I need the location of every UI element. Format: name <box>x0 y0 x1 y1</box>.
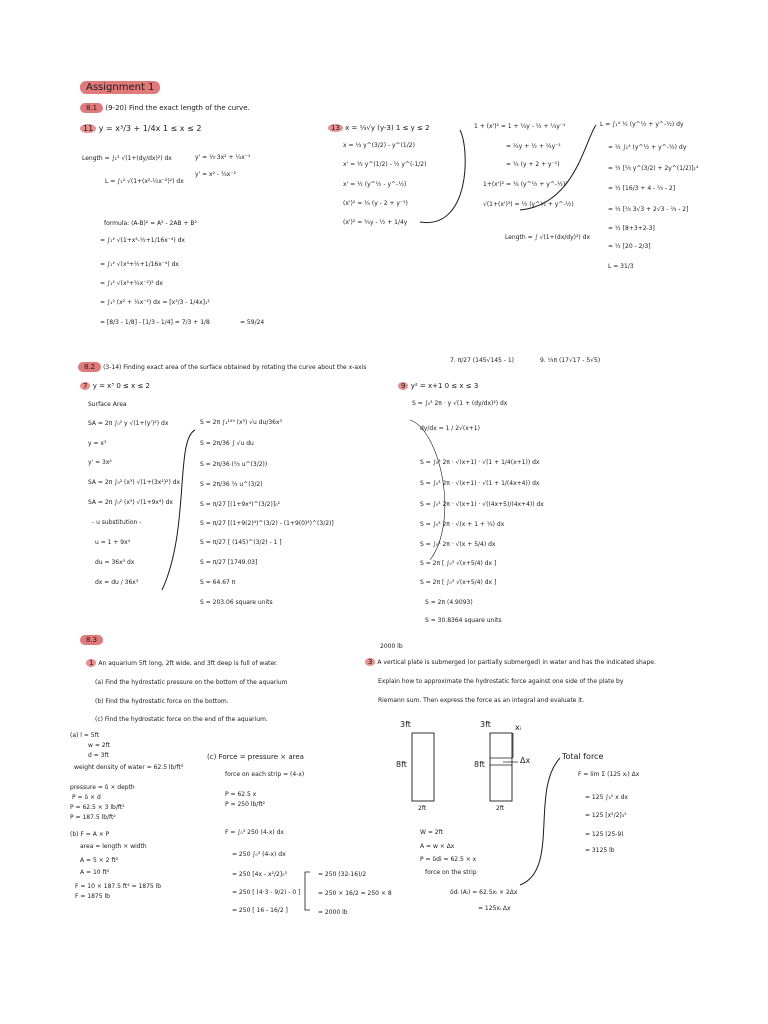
p7-line-3: y' = 3x² <box>88 459 112 466</box>
p9-line-5: S = ∫₀³ 2π · √(x + 1 + ¼) dx <box>420 521 505 528</box>
p1-a-4: pressure = δ × depth <box>70 784 135 791</box>
p7-right-5: S = π/27 [(1+9(2)⁴)^(3/2) - (1+9(0)⁴)^(3/2)] <box>200 520 334 527</box>
p3-work-0: W = 2ft <box>420 829 443 836</box>
problem-11-equation: y = x³/3 + 1/4x 1 ≤ x ≤ 2 <box>98 124 202 133</box>
p1-b-5: F = 1875 lb <box>75 893 110 900</box>
p7-line-9: dx = du / 36x³ <box>95 579 139 586</box>
p7-right-1: S = 2π/36 ∫ √u du <box>200 440 254 447</box>
total-force-line-4: = 125 (25-9) <box>585 831 624 838</box>
p1-c-2: P = 62.5 x <box>225 791 257 798</box>
p7-line-7: u = 1 + 9x⁴ <box>95 539 131 546</box>
plate1-width-label: 3ft <box>400 720 411 729</box>
p1-b-3: A = 10 ft² <box>80 869 110 876</box>
p3-work-4: δdᵢ (Aᵢ) = 62.5xᵢ × 2Δx <box>450 889 518 896</box>
p11-side-1: y' = x² - ¼x⁻² <box>195 171 236 178</box>
p9-line-0: S = ∫₀³ 2π · y √(1 + (dy/dx)²) dx <box>412 400 508 407</box>
p3-work-2: P = δdi = 62.5 × x <box>420 856 477 863</box>
p13-line-0: x = ⅓ y^(3/2) - y^(1/2) <box>343 142 415 149</box>
plate2-width-label: 3ft <box>480 720 491 729</box>
p13-line-2: x' = ½ (y^½ - y^-½) <box>343 181 407 188</box>
p11-line-1: L = ∫₁² √(1+(x²-¼x⁻²)²) dx <box>105 178 184 185</box>
bracket-c <box>305 872 310 910</box>
assignment-title: Assignment 1 <box>80 81 160 94</box>
p13-right-0: L = ∫₁⁴ ½ (y^½ + y^-½) dy <box>600 121 684 128</box>
p7-right-7: S = π/27 [1749.03] <box>200 559 258 566</box>
p9-line-4: S = ∫₀³ 2π · √(x+1) · √((4x+5)/(4x+4)) dx <box>420 501 544 508</box>
p1-a-0: (a) l = 5ft <box>70 732 99 739</box>
p1-b-4: F = 10 × 187.5 ft² = 1875 lb <box>75 883 162 890</box>
plate-rect-1 <box>412 733 434 801</box>
p7-right-9: S = 203.06 square units <box>200 599 273 606</box>
p3-work-1: A = w × Δx <box>420 843 455 850</box>
p1-c-4: F = ∫₀³ 250 (4-x) dx <box>225 829 284 836</box>
p13-right-6: = ½ [20 - 2/3] <box>608 243 651 250</box>
p13-mid-1: = ¼y + ½ + ¼y⁻¹ <box>506 143 561 150</box>
p11-line-7: = [8/3 - 1/8] - [1/3 - 1/4] = 7/3 + 1/8 <box>100 319 210 326</box>
p7-line-8: du = 36x³ dx <box>95 559 135 566</box>
p1-c-8: = 250 [ 16 - 16/2 ] <box>232 907 288 914</box>
p7-right-0: S = 2π ∫₁¹⁴⁵ (x³) √u du/36x³ <box>200 419 282 426</box>
p13-mid-3: 1+(x')² = ¼ (y^½ + y^-½)² <box>483 181 568 188</box>
p1-a-1: w = 2ft <box>88 742 110 749</box>
p1-c-5: = 250 ∫₀³ (4-x) dx <box>232 851 286 858</box>
p9-line-10: S = 30.8364 square units <box>425 617 502 624</box>
arrow-13 <box>420 130 465 223</box>
problem-1-statement: An aquarium 5ft long, 2ft wide, and 3ft deep is full of water. <box>98 660 278 667</box>
p1-c-1: force on each strip = (4-x) <box>225 771 305 778</box>
problem-7-equation: y = x³ 0 ≤ x ≤ 2 <box>92 382 151 390</box>
p11-side-0: y' = ⅓·3x² + ¼x⁻¹ <box>195 154 251 161</box>
problem-1-number: 1 <box>86 659 96 667</box>
s82-answer-7: 7. π/27 (145√145 - 1) <box>450 357 515 364</box>
p1-c-7: = 250 [ (4·3 - 9/2) - 0 ] <box>232 889 301 896</box>
p7-line-2: y = x³ <box>88 440 107 447</box>
section-8-1-instruction: (9-20) Find the exact length of the curve. <box>105 104 250 112</box>
p9-line-2: S = ∫₀³ 2π · √(x+1) · √(1 + 1/4(x+1)) dx <box>420 459 540 466</box>
total-force-line-1: F = lim Σ (125 xᵢ) Δx <box>578 771 640 778</box>
p7-right-3: S = 2π/36 ⅔ u^(3/2) <box>200 481 263 488</box>
p9-line-8: S = 2π [ ∫₀³ √(x+5/4) dx ] <box>420 579 497 586</box>
dx-label: Δx <box>520 756 531 765</box>
p1-a-6: P = 62.5 × 3 lb/ft² <box>70 804 125 811</box>
plate2-height-label: 8ft <box>474 760 485 769</box>
problem-13-number: 13 <box>328 124 343 132</box>
p13-right-4: = ½ [⅔ 3√3 + 2√3 - ⅔ - 2] <box>608 206 689 213</box>
p11-line-6: = ∫₁² (x² + ¼x⁻²) dx = [x³/3 - 1/4x]₁² <box>100 299 210 306</box>
problem-3-number: 3 <box>365 658 375 666</box>
problem-11-number: 11 <box>80 124 96 133</box>
problem-3-statement-1: Explain how to approximate the hydrostatic force against one side of the plate by <box>378 678 624 685</box>
s83-note: 2000 lb <box>380 643 403 650</box>
p1-a-5: P = δ × d <box>72 794 101 801</box>
p9-line-7: S = 2π [ ∫₀³ √(x+5/4) dx ] <box>420 560 497 567</box>
plate1-bottom-label: 2ft <box>418 805 427 812</box>
p13-line-4: (x')² = ¼y - ½ + 1/4y <box>343 219 408 226</box>
p11-line-5: = ∫₁² √(x²+¼x⁻²)² dx <box>100 280 163 287</box>
problem-3-statement-2: Riemann sum. Then express the force as an integral and evaluate it. <box>378 697 585 704</box>
p13-line-1: x' = ½ y^(1/2) - ½ y^(-1/2) <box>343 161 427 168</box>
p13-mid-4: √(1+(x')²) = ½ (y^½ + y^-½) <box>483 201 574 208</box>
problem-7-number: 7 <box>80 382 90 390</box>
p1-c2-1: = 250 × 16/2 = 250 × 8 <box>318 890 392 897</box>
p7-line-4: SA = 2π ∫₀² (x³) √(1+(3x²)²) dx <box>88 479 181 486</box>
arrow-total <box>520 758 560 885</box>
total-force-line-5: = 3125 lb <box>585 847 615 854</box>
p1-part-c: (c) Find the hydrostatic force on the end of the aquarium. <box>95 716 268 723</box>
p13-right-3: = ½ [16/3 + 4 - ⅔ - 2] <box>608 185 676 192</box>
p13-mid-0: 1 + (x')² = 1 + ¼y - ½ + ¼y⁻¹ <box>474 123 566 130</box>
p1-c2-0: = 250 (32-16)/2 <box>318 871 367 878</box>
p11-line-4: = ∫₁² √(x⁴+½+1/16x⁻⁴) dx <box>100 261 179 268</box>
section-8-2-instruction: (3-14) Finding exact area of the surface obtained by rotating the curve about the x-axis <box>103 364 367 371</box>
p7-line-6: - u substitution - <box>92 519 142 526</box>
arrow-9 <box>410 420 445 560</box>
p1-b-1: area = length × width <box>80 843 147 850</box>
p13-right-1: = ½ ∫₁⁴ (y^½ + y^-½) dy <box>608 144 687 151</box>
p1-b-0: (b) F = A × P <box>70 831 110 838</box>
p1-b-2: A = 5 × 2 ft² <box>80 857 119 864</box>
p7-line-5: SA = 2π ∫₀² (x³) √(1+9x⁴) dx <box>88 499 173 506</box>
total-force-line-2: = 125 ∫₃⁵ x dx <box>585 794 628 801</box>
p11-line-0: Length = ∫₁² √(1+(dy/dx)²) dx <box>82 155 172 162</box>
p9-line-1: dy/dx = 1 / 2√(x+1) <box>420 425 480 432</box>
p1-part-b: (b) Find the hydrostatic force on the bottom. <box>95 698 229 705</box>
section-tag-8-3: 8.3 <box>80 635 103 645</box>
plate-rect-2 <box>490 733 512 801</box>
p11-line-3: = ∫₁² √(1+x⁴-½+1/16x⁻⁴) dx <box>100 237 185 244</box>
section-tag-8-2: 8.2 <box>78 362 101 372</box>
p7-right-8: S = 64.67 π <box>200 579 236 586</box>
p7-right-6: S = π/27 [ (145)^(3/2) - 1 ] <box>200 539 282 546</box>
p13-right-5: = ½ [8+3+2-3] <box>608 225 655 232</box>
p13-line-3: (x')² = ¼ (y - 2 + y⁻¹) <box>343 200 408 207</box>
plate1-height-label: 8ft <box>396 760 407 769</box>
p3-work-3: force on the strip <box>425 869 477 876</box>
p7-line-0: Surface Area <box>88 401 127 408</box>
s82-answer-9: 9. ⅓π (17√17 - 5√5) <box>540 357 601 364</box>
problem-9-number: 9 <box>398 382 408 390</box>
p9-line-6: S = ∫₀³ 2π · √(x + 5/4) dx <box>420 541 496 548</box>
p7-right-2: S = 2π/36 (⅔ u^(3/2)) <box>200 461 268 468</box>
problem-3-statement-0: A vertical plate is submerged (or partially submerged) in water and has the indicated shape. <box>377 659 656 666</box>
p9-line-3: S = ∫₀³ 2π · √(x+1) · √(1 + 1/(4x+4)) dx <box>420 480 540 487</box>
p7-line-1: SA = 2π ∫₀² y √(1+(y')²) dx <box>88 420 169 427</box>
p13-right-7: L = 31/3 <box>608 263 634 270</box>
p1-c2-2: = 2000 lb <box>318 909 348 916</box>
p1-c-3: P = 250 lb/ft² <box>225 801 266 808</box>
p1-a-2: d = 3ft <box>88 752 109 759</box>
total-force-line-3: = 125 [x²/2]₃⁵ <box>585 812 627 819</box>
p3-work-5: = 125xᵢ Δx <box>478 905 511 912</box>
section-tag-8-1: 8.1 <box>80 103 103 113</box>
p9-line-9: S = 2π (4.9093) <box>425 599 473 606</box>
p1-c-0: (c) Force = pressure × area <box>207 753 304 761</box>
arrow-7 <box>162 430 195 590</box>
p13-mid-5: Length = ∫ √(1+(dx/dy)²) dx <box>505 234 591 241</box>
p1-a-7: P = 187.5 lb/ft² <box>70 814 116 821</box>
xi-label: xᵢ <box>515 723 522 732</box>
p13-right-2: = ½ [⅔ y^(3/2) + 2y^(1/2)]₁⁴ <box>608 165 699 172</box>
p7-right-4: S = π/27 [(1+9x⁴)^(3/2)]₀² <box>200 501 280 508</box>
problem-9-equation: y² = x+1 0 ≤ x ≤ 3 <box>410 382 479 390</box>
problem-13-equation: x = ⅓√y (y-3) 1 ≤ y ≤ 2 <box>345 124 430 132</box>
p1-part-a: (a) Find the hydrostatic pressure on the bottom of the aquarium <box>95 679 288 686</box>
p11-line-2: formula: (A-B)² = A² - 2AB + B² <box>104 220 197 227</box>
p1-a-3: weight density of water = 62.5 lb/ft³ <box>74 764 184 771</box>
p11-line-8: = 59/24 <box>240 319 265 326</box>
total-force-label: Total force <box>562 752 604 761</box>
p13-mid-2: = ¼ (y + 2 + y⁻¹) <box>506 161 560 168</box>
p1-c-6: = 250 [4x - x²/2]₀³ <box>232 871 287 878</box>
plate2-bottom-label: 2ft <box>496 805 505 812</box>
